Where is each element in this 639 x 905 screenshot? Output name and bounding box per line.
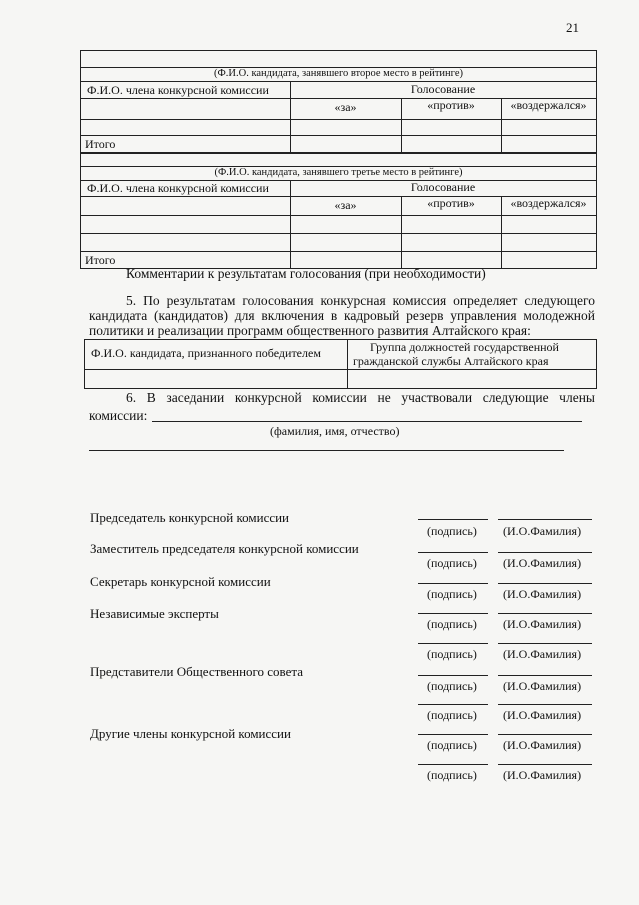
total-label: Итого xyxy=(85,137,116,151)
member-header: Ф.И.О. члена конкурсной комиссии xyxy=(87,181,269,195)
name-caption: (И.О.Фамилия) xyxy=(503,524,582,538)
member-header: Ф.И.О. члена конкурсной комиссии xyxy=(87,83,269,97)
absent-members-line-2 xyxy=(89,450,564,451)
col-abstain: «воздержался» xyxy=(510,196,587,210)
name-caption: (И.О.Фамилия) xyxy=(503,617,582,631)
name-caption: (И.О.Фамилия) xyxy=(503,587,582,601)
total-label: Итого xyxy=(85,253,116,267)
voting-header: Голосование xyxy=(410,82,476,96)
name-caption: (И.О.Фамилия) xyxy=(503,647,582,661)
col-for: «за» xyxy=(334,100,357,114)
col-for: «за» xyxy=(334,198,357,212)
winner-table xyxy=(84,339,597,389)
section5-line3: политики и реализации программ общественного развития Алтайского края: xyxy=(89,323,531,338)
section6-line1: 6. В заседании конкурсной комиссии не участвовали следующие члены xyxy=(126,390,595,405)
voting-header: Голосование xyxy=(410,180,476,194)
public-council-label: Представители Общественного совета xyxy=(90,664,303,679)
other-members-label: Другие члены конкурсной комиссии xyxy=(90,726,291,741)
name-caption: (И.О.Фамилия) xyxy=(503,556,582,570)
page-number: 21 xyxy=(566,20,579,35)
sign-caption: (подпись) xyxy=(427,587,477,601)
sign-caption: (подпись) xyxy=(427,738,477,752)
sign-caption: (подпись) xyxy=(427,556,477,570)
candidate-caption: (Ф.И.О. кандидата, занявшего третье место в рейтинге) xyxy=(214,167,463,178)
independent-experts-label: Независимые эксперты xyxy=(90,606,219,621)
position-group-header-line2: гражданской службы Алтайского края xyxy=(353,354,549,368)
secretary-label: Секретарь конкурсной комиссии xyxy=(90,574,271,589)
candidate-caption: (Ф.И.О. кандидата, занявшего второе место в рейтинге) xyxy=(213,68,463,79)
sign-caption: (подпись) xyxy=(427,524,477,538)
section5-line1: 5. По результатам голосования конкурсная комиссия определяет следующего xyxy=(126,293,595,308)
sign-caption: (подпись) xyxy=(427,768,477,782)
vote-table-third-place xyxy=(80,152,597,269)
col-against: «против» xyxy=(427,196,475,210)
chairman-label: Председатель конкурсной комиссии xyxy=(90,510,290,525)
name-caption: (И.О.Фамилия) xyxy=(503,738,582,752)
name-caption: (И.О.Фамилия) xyxy=(503,708,582,722)
section5-line2: кандидата (кандидатов) для включения в кадровый резерв управления молодежной xyxy=(89,308,595,323)
section6-line2: комиссии: xyxy=(89,408,148,423)
sign-caption: (подпись) xyxy=(427,617,477,631)
winner-name-header: Ф.И.О. кандидата, признанного победителем xyxy=(91,346,321,360)
deputy-chairman-label: Заместитель председателя конкурсной комиссии xyxy=(90,541,359,556)
position-group-header-line1: Группа должностей государственной xyxy=(370,340,559,354)
col-abstain: «воздержался» xyxy=(510,98,587,112)
sign-caption: (подпись) xyxy=(427,679,477,693)
comments-label: Комментарии к результатам голосования (при необходимости) xyxy=(126,266,486,281)
absent-members-caption: (фамилия, имя, отчество) xyxy=(270,424,400,438)
sign-caption: (подпись) xyxy=(427,708,477,722)
vote-table-second-place xyxy=(80,50,597,154)
sign-caption: (подпись) xyxy=(427,647,477,661)
absent-members-line xyxy=(152,421,582,422)
name-caption: (И.О.Фамилия) xyxy=(503,679,582,693)
name-caption: (И.О.Фамилия) xyxy=(503,768,582,782)
col-against: «против» xyxy=(427,98,475,112)
